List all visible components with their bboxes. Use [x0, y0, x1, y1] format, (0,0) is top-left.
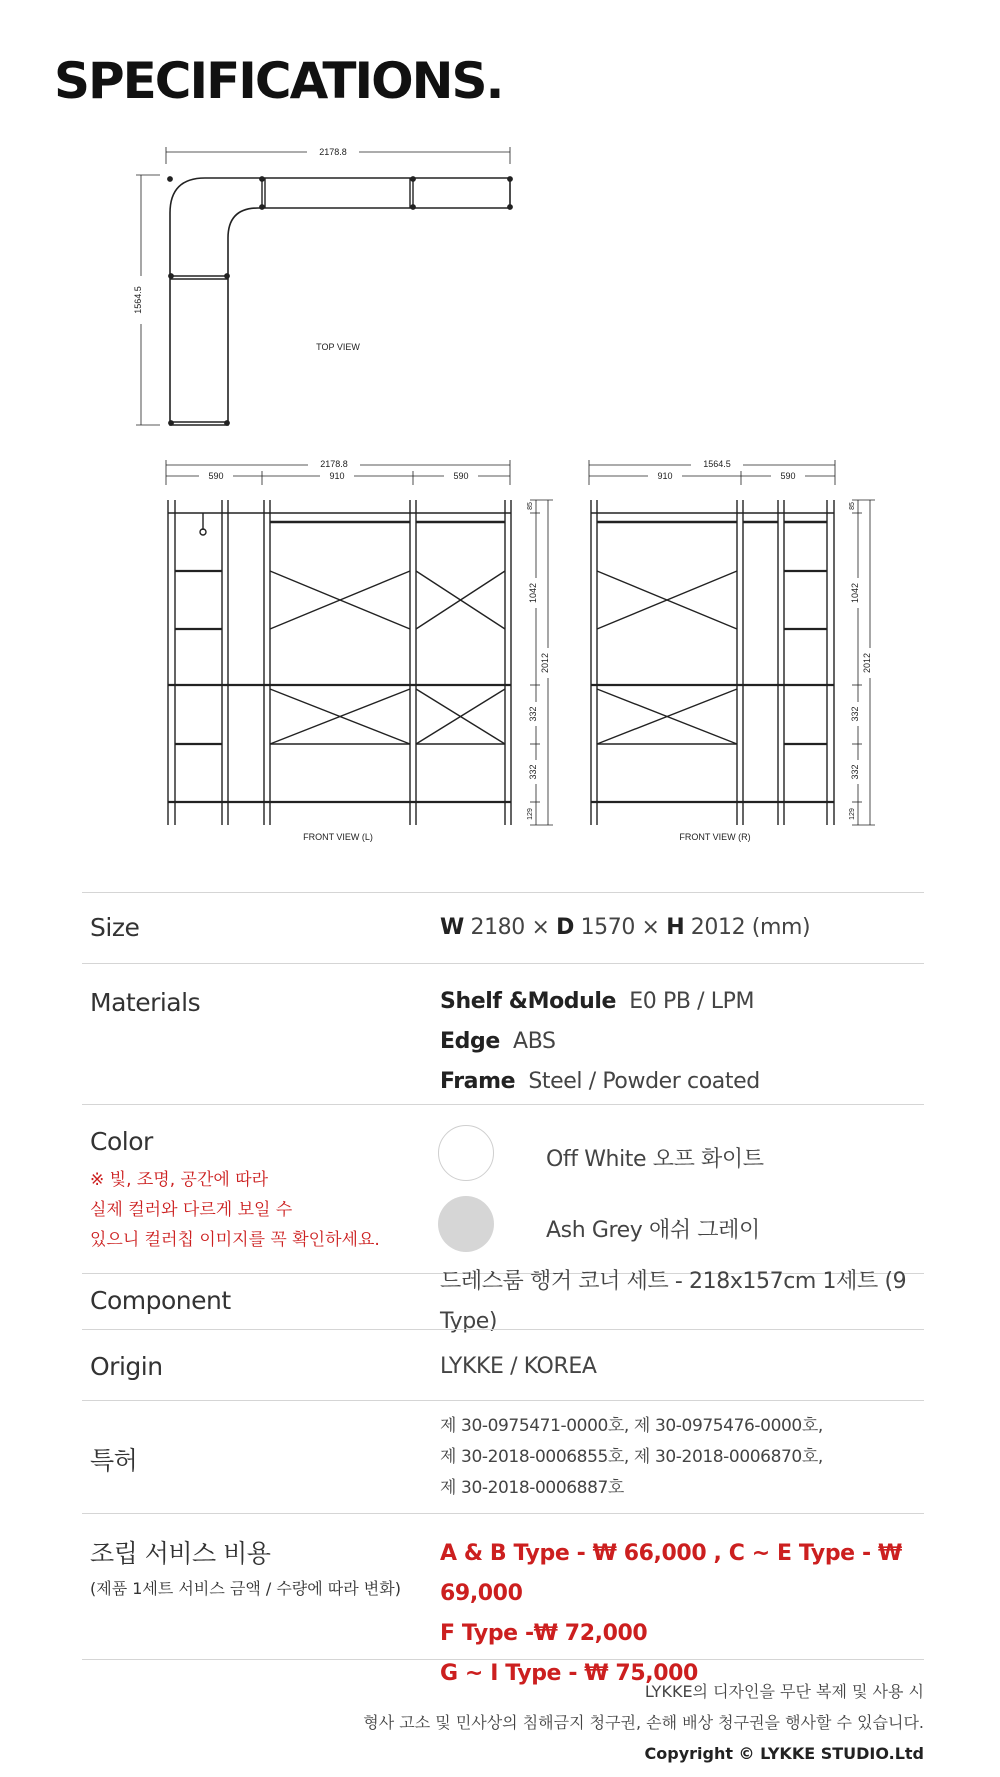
times-sign: × [531, 915, 550, 940]
right-seg1-dim: 910 [657, 471, 673, 481]
patent-value: 제 30-0975471-0000호, 제 30-0975476-0000호, 제 30-2018-0006855호, 제 30-2018-0006870호, 제 30-2018-0006887호 [440, 1416, 823, 1498]
patent-label: 특허 [90, 1446, 138, 1475]
ash-grey-name: Ash Grey 애쉬 그레이 [546, 1218, 760, 1243]
origin-label: Origin [90, 1352, 163, 1381]
footer-line: 형사 고소 및 민사상의 침해금지 청구권, 손해 배상 청구권을 행사할 수 있습니다. [363, 1713, 924, 1732]
right-dim-332b: 332 [850, 764, 860, 780]
front-left-label: FRONT VIEW (L) [303, 832, 373, 842]
assembly-prices: A & B Type - ₩ 66,000 , C ~ E Type - ₩ 69,000 F Type -₩ 72,000 G ~ I Type - ₩ 75,000 [440, 1541, 902, 1686]
right-dim-1042: 1042 [850, 582, 860, 604]
color-label: Color [90, 1127, 153, 1156]
materials-label: Materials [90, 988, 201, 1017]
depth-key: D [556, 915, 574, 940]
material-item: Shelf &Module E0 PB / LPM [440, 989, 755, 1014]
left-dim-129: 129 [527, 808, 534, 820]
size-value [440, 915, 810, 940]
color-note: ※ 빛, 조명, 공간에 따라 실제 컬러와 다르게 보일 수 있으니 컬러칩 이미지를 꼭 확인하세요. [90, 1170, 380, 1250]
right-dim-85: 85 [849, 502, 856, 510]
front-view-left [166, 459, 554, 842]
assembly-row [82, 1513, 924, 1686]
right-dim-129: 129 [849, 808, 856, 820]
patent-row [82, 1400, 924, 1513]
technical-drawing [0, 120, 1000, 860]
front-right-label: FRONT VIEW (R) [679, 832, 751, 842]
materials-value [440, 982, 760, 1102]
height-value: 2012 [690, 915, 746, 940]
right-dim-332a: 332 [850, 706, 860, 722]
materials-row [82, 963, 924, 1104]
top-view [133, 147, 512, 425]
left-dim-2012: 2012 [540, 652, 550, 674]
left-seg1-dim: 590 [208, 471, 224, 481]
right-dim-2012: 2012 [862, 652, 872, 674]
component-label: Component [90, 1286, 231, 1315]
top-depth-dim: 1564.5 [133, 286, 143, 314]
component-row [82, 1269, 924, 1334]
top-view-label: TOP VIEW [316, 342, 360, 352]
size-label: Size [90, 913, 140, 942]
component-value: 드레스룸 행거 코너 세트 - 218x157cm 1세트 (9 Type) [440, 1269, 907, 1334]
size-unit: (mm) [751, 915, 811, 940]
origin-row [82, 1329, 924, 1400]
front-view-right [589, 459, 876, 842]
times-sign: × [641, 915, 660, 940]
ash-grey-swatch[interactable] [438, 1196, 494, 1252]
right-total-dim: 1564.5 [703, 459, 731, 469]
left-dim-332a: 332 [528, 706, 538, 722]
origin-value: LYKKE / KOREA [440, 1354, 597, 1379]
drawing-svg [0, 120, 1000, 860]
assembly-sublabel: (제품 1세트 서비스 금액 / 수량에 따라 변화) [90, 1579, 401, 1598]
spec-table [82, 892, 924, 1686]
right-seg2-dim: 590 [780, 471, 796, 481]
top-width-dim: 2178.8 [319, 147, 347, 157]
material-item: Frame Steel / Powder coated [440, 1069, 760, 1094]
color-row [82, 1104, 924, 1273]
size-row [82, 892, 924, 963]
left-seg2-dim: 910 [329, 471, 345, 481]
page-title: SPECIFICATIONS. [54, 52, 503, 110]
left-dim-332b: 332 [528, 764, 538, 780]
left-seg3-dim: 590 [453, 471, 469, 481]
material-item: Edge ABS [440, 1029, 556, 1054]
depth-value: 1570 [580, 915, 635, 940]
height-key: H [666, 915, 685, 940]
copyright: Copyright © LYKKE STUDIO.Ltd [644, 1744, 924, 1763]
off-white-name: Off White 오프 화이트 [546, 1147, 764, 1172]
left-dim-1042: 1042 [528, 582, 538, 604]
off-white-swatch[interactable] [438, 1125, 494, 1181]
left-dim-85: 85 [527, 502, 534, 510]
assembly-label: 조립 서비스 비용 [90, 1539, 271, 1568]
left-total-dim: 2178.8 [320, 459, 348, 469]
footer [224, 1676, 924, 1769]
footer-line: LYKKE의 디자인을 무단 복제 및 사용 시 [644, 1682, 924, 1701]
width-key: W [440, 915, 464, 940]
width-value: 2180 [470, 915, 525, 940]
